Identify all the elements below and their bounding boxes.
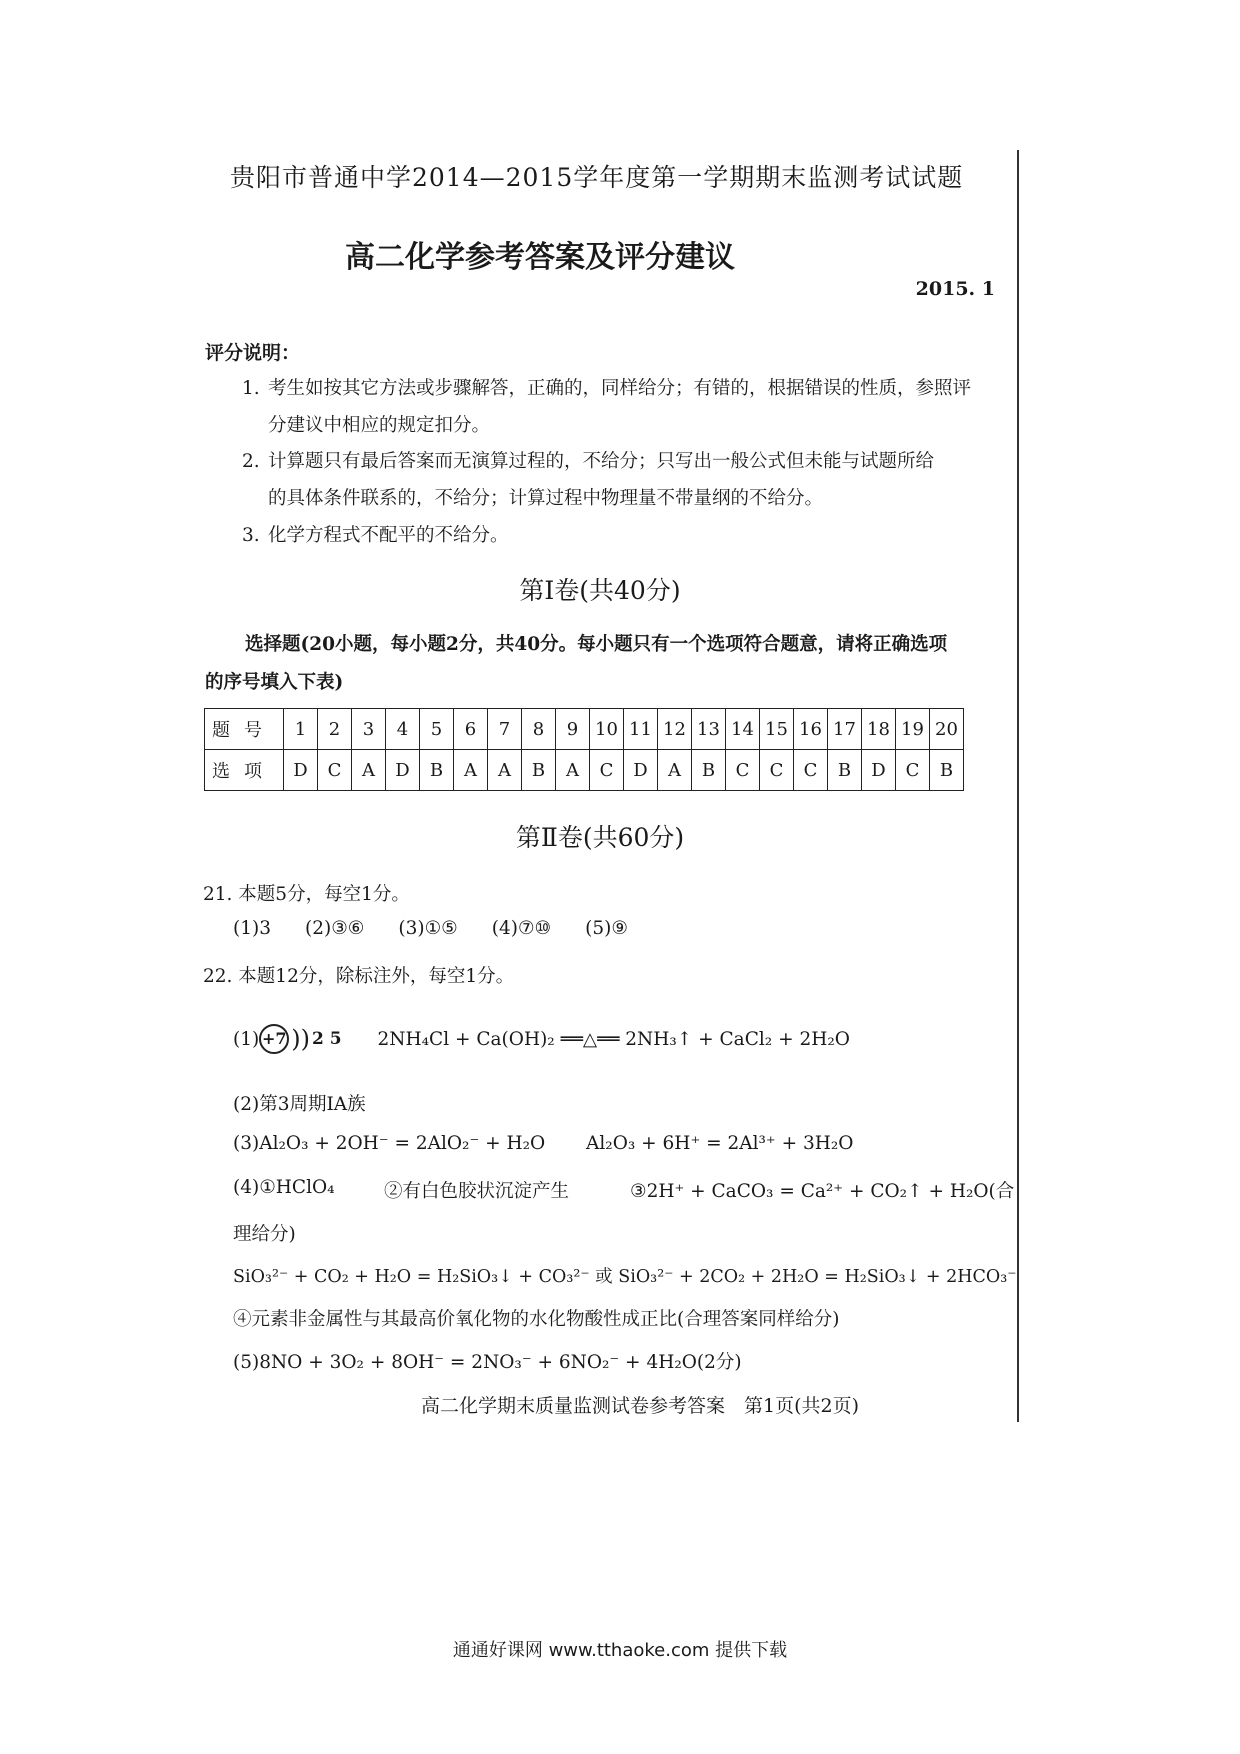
q21-answer: (3)①⑤ [398, 918, 458, 939]
answer-cell: B [930, 750, 964, 791]
q22-part3a: (3)Al₂O₃ + 2OH⁻ = 2AlO₂⁻ + H₂O [233, 1133, 546, 1154]
question-number-cell: 19 [896, 709, 930, 750]
q22-part1 [233, 1024, 850, 1054]
question-number-cell: 20 [930, 709, 964, 750]
answer-cell: C [760, 750, 794, 791]
answer-cell: C [794, 750, 828, 791]
q21-answer: (1)3 [233, 918, 271, 939]
atom-nucleus: +7 [259, 1024, 289, 1054]
page-right-border [1017, 150, 1019, 1422]
note-line: 的具体条件联系的，不给分；计算过程中物理量不带量纲的不给分。 [268, 488, 824, 509]
answer-cell: B [522, 750, 556, 791]
q22-part3b: Al₂O₃ + 6H⁺ = 2Al³⁺ + 3H₂O [586, 1133, 854, 1154]
note-number: 2. [242, 451, 260, 472]
page-footer: 高二化学期末质量监测试卷参考答案 第1页(共2页) [420, 1395, 859, 1417]
q22-part4c-cont: 理给分) [233, 1224, 296, 1245]
answer-row [205, 750, 964, 791]
answer-cell: D [862, 750, 896, 791]
download-credit: 通通好课网 www.tthaoke.com 提供下载 [452, 1640, 788, 1661]
question-number-cell: 11 [624, 709, 658, 750]
question-number-cell: 10 [590, 709, 624, 750]
answer-cell: B [692, 750, 726, 791]
answer-cell: C [590, 750, 624, 791]
question-number-row [205, 709, 964, 750]
question-number-cell: 1 [284, 709, 318, 750]
answer-cell: D [386, 750, 420, 791]
section-1-title: 第Ⅰ卷(共40分) [519, 576, 681, 605]
q22-heading: 22. 本题12分，除标注外，每空1分。 [203, 966, 515, 987]
question-number-cell: 7 [488, 709, 522, 750]
q21-answers [233, 918, 628, 939]
answer-cell: D [284, 750, 318, 791]
q21-answer: (2)③⑥ [304, 918, 365, 939]
question-number-cell: 13 [692, 709, 726, 750]
note-line: 计算题只有最后答案而无演算过程的，不给分；只写出一般公式但未能与试题所给 [268, 451, 935, 472]
exam-header: 贵阳市普通中学2014—2015学年度第一学期期末监测考试试题 [230, 163, 964, 192]
answer-cell: C [726, 750, 760, 791]
answer-cell: B [420, 750, 454, 791]
part-label: (1) [233, 1028, 260, 1050]
question-number-cell: 8 [522, 709, 556, 750]
answer-table [204, 708, 964, 791]
choice-instructions [205, 626, 1005, 702]
scoring-note-3 [242, 517, 509, 554]
note-line: 考生如按其它方法或步骤解答，正确的，同样给分；有错的，根据错误的性质，参照评 [268, 378, 972, 399]
answer-cell: A [352, 750, 386, 791]
scoring-note-2 [242, 443, 934, 517]
question-number-cell: 18 [862, 709, 896, 750]
q21-answer: (4)⑦⑩ [491, 918, 552, 939]
document-date: 2015. 1 [915, 278, 995, 300]
answer-cell: A [658, 750, 692, 791]
answer-cell: C [318, 750, 352, 791]
note-line: 化学方程式不配平的不给分。 [268, 525, 509, 546]
answer-cell: A [556, 750, 590, 791]
q22-part4c: ③2H⁺ + CaCO₃ = Ca²⁺ + CO₂↑ + H₂O(合 [630, 1181, 1015, 1202]
note-number: 3. [242, 525, 260, 546]
question-number-cell: 17 [828, 709, 862, 750]
row-label: 题号 [205, 709, 284, 750]
question-number-cell: 2 [318, 709, 352, 750]
equation: 2NH₄Cl + Ca(OH)₂ ══△══ 2NH₃↑ + CaCl₂ + 2H₂O [377, 1028, 850, 1050]
electron-shell-arc-icon: )) [291, 1025, 310, 1053]
section-2-title: 第Ⅱ卷(共60分) [515, 823, 685, 852]
q22-part4a: (4)①HClO₄ [233, 1177, 335, 1198]
answer-cell: B [828, 750, 862, 791]
question-number-cell: 3 [352, 709, 386, 750]
question-number-cell: 16 [794, 709, 828, 750]
instruction-line: 的序号填入下表) [205, 672, 344, 693]
question-number-cell: 15 [760, 709, 794, 750]
answer-cell: D [624, 750, 658, 791]
question-number-cell: 4 [386, 709, 420, 750]
question-number-cell: 12 [658, 709, 692, 750]
question-number-cell: 14 [726, 709, 760, 750]
electron-shells: 2 5 [311, 1029, 342, 1049]
q22-part2: (2)第3周期ⅠA族 [233, 1094, 366, 1115]
answer-cell: A [488, 750, 522, 791]
instruction-line: 选择题(20小题，每小题2分，共40分。每小题只有一个选项符合题意，请将正确选项 [245, 634, 948, 655]
question-number-cell: 9 [556, 709, 590, 750]
q22-part4d: SiO₃²⁻ + CO₂ + H₂O = H₂SiO₃↓ + CO₃²⁻ 或 SiO₃²⁻ + 2CO₂ + 2H₂O = H₂SiO₃↓ + 2HCO₃⁻ [233, 1267, 1017, 1287]
q21-heading: 21. 本题5分，每空1分。 [203, 884, 410, 905]
question-number-cell: 5 [420, 709, 454, 750]
note-line: 分建议中相应的规定扣分。 [268, 415, 491, 436]
answer-cell: C [896, 750, 930, 791]
scoring-note-1 [242, 370, 971, 444]
document-title: 高二化学参考答案及评分建议 [345, 240, 735, 275]
note-number: 1. [242, 378, 260, 399]
question-number-cell: 6 [454, 709, 488, 750]
q22-part5: (5)8NO + 3O₂ + 8OH⁻ = 2NO₃⁻ + 6NO₂⁻ + 4H₂O(2分) [233, 1352, 742, 1373]
row-label: 选项 [205, 750, 284, 791]
answer-cell: A [454, 750, 488, 791]
q22-part4e: ④元素非金属性与其最高价氧化物的水化物酸性成正比(合理答案同样给分) [233, 1309, 840, 1330]
q21-answer: (5)⑨ [585, 918, 628, 939]
q22-part4b: ②有白色胶状沉淀产生 [384, 1181, 570, 1202]
scoring-notes-heading: 评分说明： [205, 342, 301, 364]
